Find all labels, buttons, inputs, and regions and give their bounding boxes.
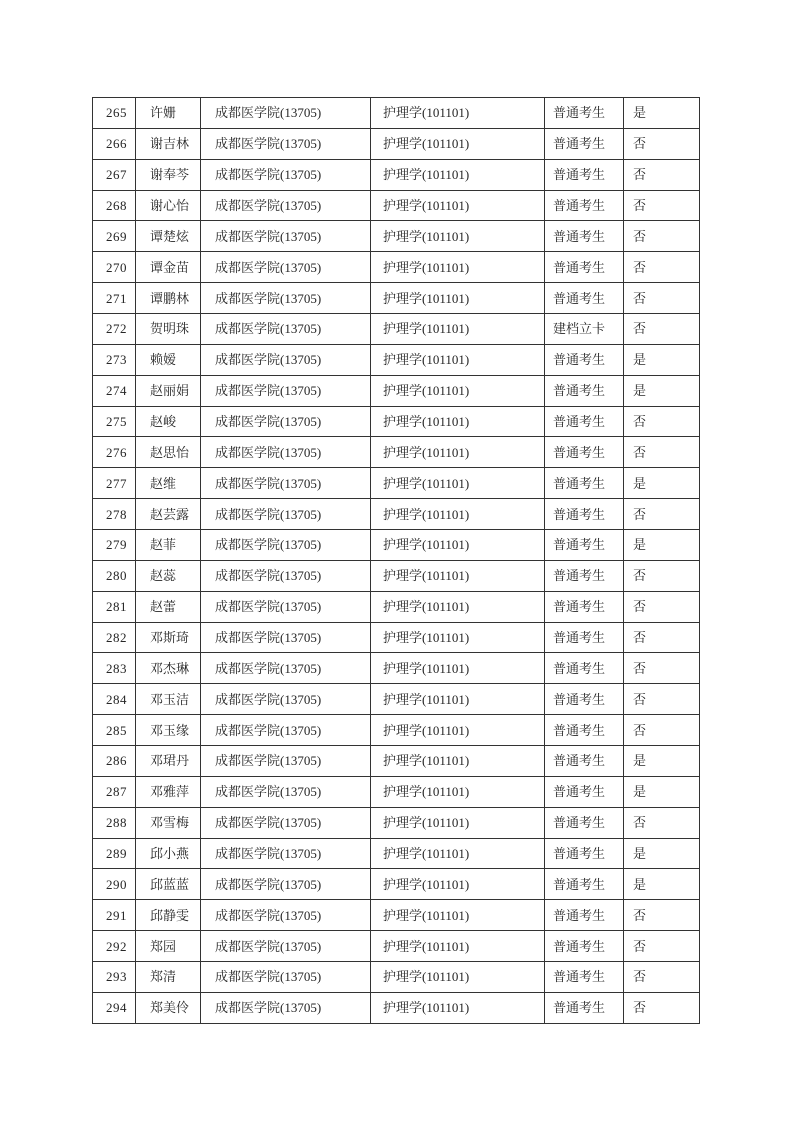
cell-major: 护理学(101101) [371, 560, 545, 591]
cell-school: 成都医学院(13705) [201, 900, 371, 931]
cell-candidate-category: 普通考生 [545, 653, 624, 684]
cell-major: 护理学(101101) [371, 931, 545, 962]
cell-admitted-flag: 否 [624, 314, 700, 345]
cell-candidate-name: 赵蕾 [136, 591, 201, 622]
table-row [93, 807, 700, 838]
cell-candidate-name: 赵蕊 [136, 560, 201, 591]
cell-admitted-flag: 否 [624, 283, 700, 314]
table-row [93, 221, 700, 252]
cell-candidate-category: 普通考生 [545, 375, 624, 406]
cell-candidate-category: 普通考生 [545, 344, 624, 375]
cell-candidate-name: 谭金苗 [136, 252, 201, 283]
cell-school: 成都医学院(13705) [201, 591, 371, 622]
cell-row-number: 286 [93, 746, 136, 777]
cell-row-number: 293 [93, 962, 136, 993]
cell-row-number: 289 [93, 838, 136, 869]
cell-row-number: 294 [93, 992, 136, 1023]
cell-admitted-flag: 否 [624, 437, 700, 468]
cell-major: 护理学(101101) [371, 746, 545, 777]
cell-school: 成都医学院(13705) [201, 98, 371, 129]
cell-admitted-flag: 否 [624, 406, 700, 437]
cell-candidate-name: 邓雅萍 [136, 776, 201, 807]
cell-candidate-name: 郑清 [136, 962, 201, 993]
cell-school: 成都医学院(13705) [201, 530, 371, 561]
cell-candidate-name: 邓珺丹 [136, 746, 201, 777]
table-row [93, 992, 700, 1023]
cell-school: 成都医学院(13705) [201, 468, 371, 499]
cell-row-number: 277 [93, 468, 136, 499]
cell-admitted-flag: 否 [624, 715, 700, 746]
cell-admitted-flag: 否 [624, 653, 700, 684]
cell-row-number: 282 [93, 622, 136, 653]
cell-candidate-category: 普通考生 [545, 900, 624, 931]
cell-major: 护理学(101101) [371, 344, 545, 375]
cell-major: 护理学(101101) [371, 776, 545, 807]
cell-candidate-name: 谢心怡 [136, 190, 201, 221]
cell-candidate-category: 普通考生 [545, 591, 624, 622]
cell-candidate-category: 普通考生 [545, 560, 624, 591]
table-row [93, 98, 700, 129]
table-row [93, 499, 700, 530]
cell-major: 护理学(101101) [371, 807, 545, 838]
cell-candidate-category: 普通考生 [545, 98, 624, 129]
cell-candidate-category: 普通考生 [545, 437, 624, 468]
cell-candidate-category: 普通考生 [545, 992, 624, 1023]
table-row [93, 252, 700, 283]
cell-school: 成都医学院(13705) [201, 499, 371, 530]
cell-admitted-flag: 否 [624, 962, 700, 993]
cell-major: 护理学(101101) [371, 252, 545, 283]
cell-major: 护理学(101101) [371, 190, 545, 221]
cell-candidate-category: 普通考生 [545, 931, 624, 962]
cell-major: 护理学(101101) [371, 622, 545, 653]
cell-admitted-flag: 否 [624, 807, 700, 838]
cell-school: 成都医学院(13705) [201, 128, 371, 159]
cell-row-number: 278 [93, 499, 136, 530]
cell-row-number: 271 [93, 283, 136, 314]
cell-candidate-category: 普通考生 [545, 776, 624, 807]
cell-major: 护理学(101101) [371, 869, 545, 900]
cell-school: 成都医学院(13705) [201, 437, 371, 468]
cell-candidate-name: 赵丽娟 [136, 375, 201, 406]
cell-school: 成都医学院(13705) [201, 190, 371, 221]
table-row [93, 715, 700, 746]
cell-candidate-category: 普通考生 [545, 715, 624, 746]
cell-admitted-flag: 否 [624, 931, 700, 962]
cell-admitted-flag: 否 [624, 159, 700, 190]
cell-candidate-category: 普通考生 [545, 530, 624, 561]
cell-row-number: 290 [93, 869, 136, 900]
cell-admitted-flag: 否 [624, 499, 700, 530]
cell-admitted-flag: 是 [624, 530, 700, 561]
cell-admitted-flag: 否 [624, 221, 700, 252]
cell-row-number: 283 [93, 653, 136, 684]
cell-candidate-name: 谭鹏林 [136, 283, 201, 314]
cell-row-number: 272 [93, 314, 136, 345]
table-row [93, 591, 700, 622]
cell-row-number: 266 [93, 128, 136, 159]
cell-major: 护理学(101101) [371, 283, 545, 314]
cell-candidate-name: 邓雪梅 [136, 807, 201, 838]
table-row [93, 530, 700, 561]
table-row [93, 190, 700, 221]
cell-school: 成都医学院(13705) [201, 807, 371, 838]
cell-major: 护理学(101101) [371, 437, 545, 468]
cell-candidate-category: 普通考生 [545, 962, 624, 993]
cell-candidate-category: 普通考生 [545, 221, 624, 252]
table-row [93, 900, 700, 931]
table-row [93, 128, 700, 159]
cell-row-number: 267 [93, 159, 136, 190]
cell-major: 护理学(101101) [371, 314, 545, 345]
cell-admitted-flag: 否 [624, 591, 700, 622]
cell-admitted-flag: 否 [624, 900, 700, 931]
table-row [93, 931, 700, 962]
cell-major: 护理学(101101) [371, 375, 545, 406]
table-row [93, 560, 700, 591]
cell-candidate-name: 赵芸露 [136, 499, 201, 530]
table-row [93, 283, 700, 314]
table-row [93, 746, 700, 777]
cell-major: 护理学(101101) [371, 499, 545, 530]
cell-row-number: 281 [93, 591, 136, 622]
table-row [93, 869, 700, 900]
cell-school: 成都医学院(13705) [201, 746, 371, 777]
cell-major: 护理学(101101) [371, 684, 545, 715]
cell-major: 护理学(101101) [371, 98, 545, 129]
cell-row-number: 284 [93, 684, 136, 715]
cell-admitted-flag: 否 [624, 622, 700, 653]
cell-candidate-name: 邓斯琦 [136, 622, 201, 653]
cell-candidate-name: 赖嫒 [136, 344, 201, 375]
cell-admitted-flag: 否 [624, 128, 700, 159]
cell-admitted-flag: 是 [624, 375, 700, 406]
cell-major: 护理学(101101) [371, 159, 545, 190]
cell-school: 成都医学院(13705) [201, 221, 371, 252]
cell-school: 成都医学院(13705) [201, 252, 371, 283]
cell-major: 护理学(101101) [371, 406, 545, 437]
cell-admitted-flag: 是 [624, 869, 700, 900]
cell-candidate-name: 邱小燕 [136, 838, 201, 869]
cell-major: 护理学(101101) [371, 221, 545, 252]
cell-major: 护理学(101101) [371, 128, 545, 159]
cell-admitted-flag: 否 [624, 190, 700, 221]
cell-admitted-flag: 是 [624, 838, 700, 869]
cell-candidate-category: 普通考生 [545, 128, 624, 159]
cell-admitted-flag: 否 [624, 992, 700, 1023]
table-row [93, 344, 700, 375]
cell-major: 护理学(101101) [371, 715, 545, 746]
cell-candidate-category: 普通考生 [545, 468, 624, 499]
cell-school: 成都医学院(13705) [201, 931, 371, 962]
cell-row-number: 292 [93, 931, 136, 962]
cell-candidate-category: 普通考生 [545, 622, 624, 653]
cell-row-number: 273 [93, 344, 136, 375]
cell-school: 成都医学院(13705) [201, 283, 371, 314]
cell-major: 护理学(101101) [371, 962, 545, 993]
cell-school: 成都医学院(13705) [201, 406, 371, 437]
cell-candidate-category: 普通考生 [545, 869, 624, 900]
cell-admitted-flag: 是 [624, 746, 700, 777]
table-row [93, 962, 700, 993]
cell-admitted-flag: 是 [624, 776, 700, 807]
cell-school: 成都医学院(13705) [201, 715, 371, 746]
cell-school: 成都医学院(13705) [201, 838, 371, 869]
cell-candidate-name: 邓玉洁 [136, 684, 201, 715]
cell-candidate-name: 谭楚炫 [136, 221, 201, 252]
table-row [93, 437, 700, 468]
cell-major: 护理学(101101) [371, 653, 545, 684]
table-row [93, 159, 700, 190]
table-row [93, 838, 700, 869]
cell-candidate-name: 谢奉芩 [136, 159, 201, 190]
cell-candidate-category: 普通考生 [545, 283, 624, 314]
cell-candidate-category: 普通考生 [545, 159, 624, 190]
cell-candidate-name: 赵峻 [136, 406, 201, 437]
cell-candidate-category: 普通考生 [545, 406, 624, 437]
cell-major: 护理学(101101) [371, 900, 545, 931]
cell-major: 护理学(101101) [371, 992, 545, 1023]
cell-candidate-category: 普通考生 [545, 499, 624, 530]
cell-candidate-category: 普通考生 [545, 252, 624, 283]
cell-candidate-category: 建档立卡 [545, 314, 624, 345]
table-row [93, 468, 700, 499]
cell-admitted-flag: 否 [624, 684, 700, 715]
cell-row-number: 265 [93, 98, 136, 129]
cell-row-number: 279 [93, 530, 136, 561]
cell-row-number: 287 [93, 776, 136, 807]
cell-school: 成都医学院(13705) [201, 314, 371, 345]
cell-school: 成都医学院(13705) [201, 992, 371, 1023]
table-row [93, 314, 700, 345]
table-row [93, 622, 700, 653]
cell-major: 护理学(101101) [371, 591, 545, 622]
cell-row-number: 285 [93, 715, 136, 746]
cell-school: 成都医学院(13705) [201, 776, 371, 807]
cell-school: 成都医学院(13705) [201, 560, 371, 591]
table-row [93, 406, 700, 437]
table-row [93, 684, 700, 715]
cell-row-number: 276 [93, 437, 136, 468]
table-row [93, 776, 700, 807]
cell-row-number: 270 [93, 252, 136, 283]
cell-candidate-category: 普通考生 [545, 838, 624, 869]
cell-row-number: 269 [93, 221, 136, 252]
cell-candidate-name: 贺明珠 [136, 314, 201, 345]
candidate-table [92, 97, 700, 1024]
cell-candidate-name: 邓杰琳 [136, 653, 201, 684]
cell-row-number: 274 [93, 375, 136, 406]
cell-school: 成都医学院(13705) [201, 375, 371, 406]
cell-candidate-category: 普通考生 [545, 684, 624, 715]
cell-admitted-flag: 否 [624, 560, 700, 591]
cell-candidate-category: 普通考生 [545, 190, 624, 221]
cell-major: 护理学(101101) [371, 838, 545, 869]
cell-row-number: 268 [93, 190, 136, 221]
cell-school: 成都医学院(13705) [201, 622, 371, 653]
cell-candidate-name: 郑园 [136, 931, 201, 962]
cell-major: 护理学(101101) [371, 468, 545, 499]
cell-admitted-flag: 是 [624, 468, 700, 499]
cell-candidate-category: 普通考生 [545, 746, 624, 777]
cell-admitted-flag: 是 [624, 98, 700, 129]
table-row [93, 375, 700, 406]
cell-candidate-name: 邱静雯 [136, 900, 201, 931]
cell-school: 成都医学院(13705) [201, 344, 371, 375]
cell-candidate-category: 普通考生 [545, 807, 624, 838]
cell-major: 护理学(101101) [371, 530, 545, 561]
cell-candidate-name: 许姗 [136, 98, 201, 129]
cell-school: 成都医学院(13705) [201, 869, 371, 900]
cell-candidate-name: 谢吉林 [136, 128, 201, 159]
cell-candidate-name: 邓玉缘 [136, 715, 201, 746]
cell-row-number: 275 [93, 406, 136, 437]
cell-candidate-name: 郑美伶 [136, 992, 201, 1023]
cell-school: 成都医学院(13705) [201, 159, 371, 190]
cell-candidate-name: 赵思怡 [136, 437, 201, 468]
cell-admitted-flag: 否 [624, 252, 700, 283]
cell-candidate-name: 邱蓝蓝 [136, 869, 201, 900]
cell-school: 成都医学院(13705) [201, 684, 371, 715]
cell-row-number: 288 [93, 807, 136, 838]
cell-school: 成都医学院(13705) [201, 653, 371, 684]
table-row [93, 653, 700, 684]
cell-row-number: 291 [93, 900, 136, 931]
cell-school: 成都医学院(13705) [201, 962, 371, 993]
cell-candidate-name: 赵菲 [136, 530, 201, 561]
cell-row-number: 280 [93, 560, 136, 591]
cell-candidate-name: 赵维 [136, 468, 201, 499]
cell-admitted-flag: 是 [624, 344, 700, 375]
